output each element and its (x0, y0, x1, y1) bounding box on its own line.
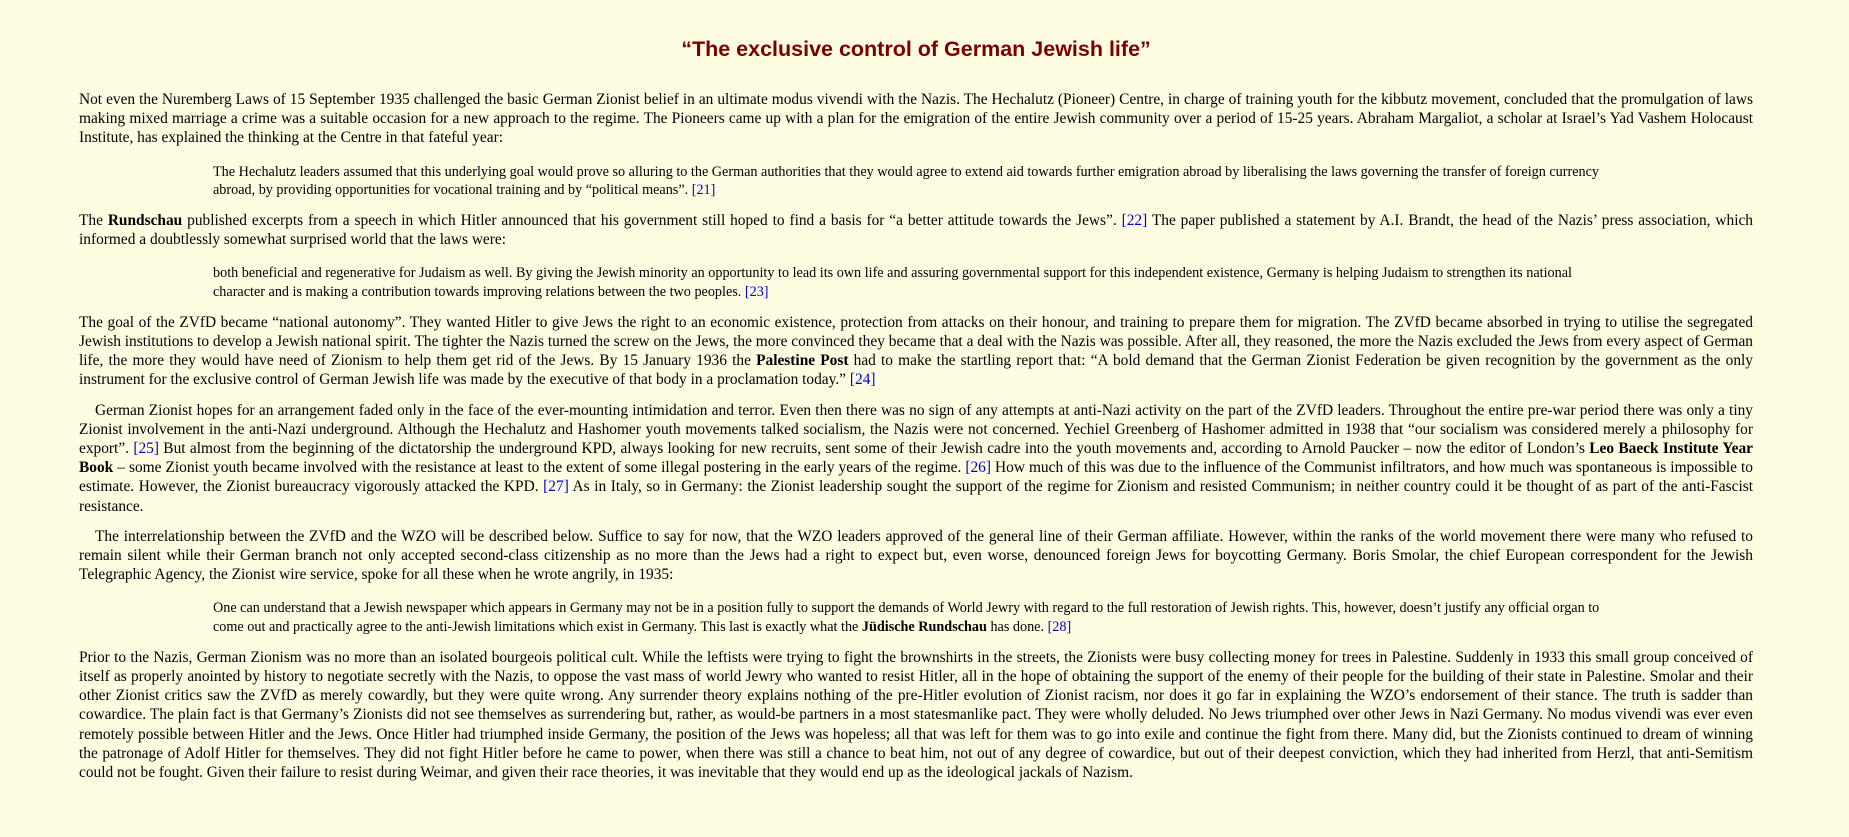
text-span: had to make the startling report that: “A bold demand that the German Zionist Federation be given recognition by the government as the only instrument for the exclusive control of German Jewish life was made by the executive of that body in a proclamation today.” (79, 352, 1753, 389)
quote-text: has done. (986, 618, 1045, 635)
paragraph-6: Prior to the Nazis, German Zionism was no more than an isolated bourgeois political cult. While the leftists were trying to fight the brownshirts in the streets, the Zionists were busy collecting money for trees in Palestine. Suddenly in 1933 this small group conceived of itself as properly anointed by history to negotiate secretly with the Nazis, to oppose the vast mass of world Jewry who wanted to resist Hitler, all in the hope of obtaining the support of the enemy of their people for the building of their state in Palestine. Smolar and their other Zionist critics saw the ZVfD as merely cowardly, but they were quite wrong. Any surrender theory explains nothing of the pre-Hitler evolution of Zionist racism, nor does it go far in explaining the WZO’s endorsement of their stance. The truth is sadder than cowardice. The plain fact is that Germany’s Zionists did not see themselves as surrendering but, rather, as would-be partners in a most statesmanlike pact. They were wholly deluded. No Jews triumphed over other Jews in Nazi Germany. No modus vivendi was ever even remotely possible between Hitler and the Jews. Once Hitler had triumphed inside Germany, the position of the Jews was hopeless; all that was left for them was to go into exile and continue the fight from there. Many did, but the Zionists continued to dream of winning the patronage of Adolf Hitler for themselves. They did not fight Hitler before he came to power, when there was still a chance to beat him, not out of any degree of cowardice, but out of their deepest conviction, which they had inherited from Herzl, that anti-Semitism could not be fought. Given their failure to resist during Weimar, and given their race theories, it was inevitable that they would end up as the ideological jackals of Nazism. (79, 648, 1753, 782)
text-span: The goal of the ZVfD became “national autonomy”. They wanted Hitler to give Jews the right to an economic existence, protection from attacks on their honour, and training to prepare them for migration. The ZVfD became absorbed in trying to utilise the segregated Jewish institutions to develop a Jewish national spirit. The tighter the Nazis turned the screw on the Jews, the more convinced they became that a deal with the Nazis was possible. After all, they reasoned, the more the Nazis excluded the Jews from every aspect of German life, the more they would have need of Zionism to help them get rid of the Jews. By 15 January 1936 the (79, 313, 1753, 370)
block-quote-2 (213, 260, 1620, 300)
footnote-link-26[interactable]: [26] (965, 459, 991, 477)
footnote-link-25[interactable]: [25] (133, 440, 159, 458)
paragraph-5: The interrelationship between the ZVfD and the WZO will be described below. Suffice to say for now, that the WZO leaders approved of the general line of their German affiliate. However, within the ranks of the world movement there were many who refused to remain silent while their German branch not only accepted second-class citizenship as no more than the Jews had a right to expect but, even worse, denounced foreign Jews for boycotting Germany. Boris Smolar, the chief European correspondent for the Jewish Telegraphic Agency, the Zionist wire service, spoke for all these when he wrote angrily, in 1935: (79, 527, 1753, 584)
text-span: published excerpts from a speech in which Hitler announced that his government still hoped to find a basis for “a better attitude towards the Jews”. (182, 212, 1117, 230)
text-span: – some Zionist youth became involved with the resistance at least to the extent of some illegal postering in the early years of the regime. (113, 459, 962, 477)
publication-name: Rundschau (107, 212, 183, 230)
block-quote-3 (213, 595, 1620, 635)
text-span: As in Italy, so in Germany: the Zionist leadership sought the support of the regime for Zionism and resisted Communism; in neither country could it be thought of as part of the anti-Fascist resistance. (79, 478, 1753, 515)
page-title: “The exclusive control of German Jewish life” (681, 37, 1151, 61)
text-span: How much of this was due to the influence of the Communist infiltrators, and how much was spontaneous is impossible to estimate. However, the Zionist bureaucracy vigorously attacked the KPD. (79, 459, 1753, 496)
publication-name: Leo Baeck Institute Year Book (79, 440, 1754, 477)
text-span: German Zionist hopes for an arrangement faded only in the face of the ever-mounting intimidation and terror. Even then there was no sign of any attempts at anti-Nazi activity on the part of the ZVfD leaders. Throughout the entire pre-war period there was only a tiny Zionist involvement in the anti-Nazi underground. Although the Hechalutz and Hashomer youth movements talked socialism, the Nazis were not concerned. Yechiel Greenberg of Hashomer admitted in 1938 that “our socialism was considered merely a philosophy for export”. (79, 401, 1753, 458)
paragraph-3 (79, 313, 1753, 390)
quote-text: both beneficial and regenerative for Judaism as well. By giving the Jewish minority an opportunity to lead its own life and assuring governmental support for this independent existence, Germany is helping Judaism to strengthen its national character and is making a contribution towards improving relations between the two peoples. (213, 265, 1572, 300)
paragraph-1: Not even the Nuremberg Laws of 15 September 1935 challenged the basic German Zionist belief in an ultimate modus vivendi with the Nazis. The Hechalutz (Pioneer) Centre, in charge of training youth for the kibbutz movement, concluded that the promulgation of laws making mixed marriage a crime was a suitable occasion for a new approach to the regime. The Pioneers came up with a plan for the emigration of the entire Jewish community over a period of 15-25 years. Abraham Margaliot, a scholar at Israel’s Yad Vashem Holocaust Institute, has explained the thinking at the Centre in that fateful year: (79, 91, 1753, 147)
quote-text: The Hechalutz leaders assumed that this underlying goal would prove so alluring to the German authorities that they would agree to extend aid towards further emigration abroad by liberalising the laws governing the transfer of foreign currency abroad, by providing opportunities for vocational training and by “political means”. (213, 163, 1600, 198)
footnote-link-21[interactable]: [21] (691, 181, 716, 198)
text-span: But almost from the beginning of the dictatorship the underground KPD, always looking for new recruits, sent some of their Jewish cadre into the youth movements and, according to Arnold Paucker – now the editor of London’s (158, 440, 1590, 458)
block-quote-1 (213, 159, 1620, 199)
publication-name: Jüdische Rundschau (861, 618, 987, 635)
text-span: The (79, 212, 108, 230)
footnote-link-24[interactable]: [24] (849, 371, 876, 389)
footnote-link-27[interactable]: [27] (543, 478, 569, 496)
publication-name: Palestine Post (756, 352, 849, 370)
footnote-link-28[interactable]: [28] (1047, 618, 1072, 635)
paragraph-2 (79, 211, 1753, 249)
footnote-link-22[interactable]: [22] (1121, 212, 1148, 230)
paragraph-4 (79, 401, 1753, 516)
quote-text: One can understand that a Jewish newspaper which appears in Germany may not be in a position fully to support the demands of World Jewry with regard to the full restoration of Jewish rights. This, however, doesn’t justify any official organ to come out and practically agree to the anti-Jewish limitations which exist in Germany. This last is exactly what the (213, 600, 1600, 635)
text-span: The paper published a statement by A.I. Brandt, the head of the Nazis’ press association, which informed a doubtlessly somewhat surprised world that the laws were: (79, 212, 1753, 249)
footnote-link-23[interactable]: [23] (744, 283, 769, 300)
